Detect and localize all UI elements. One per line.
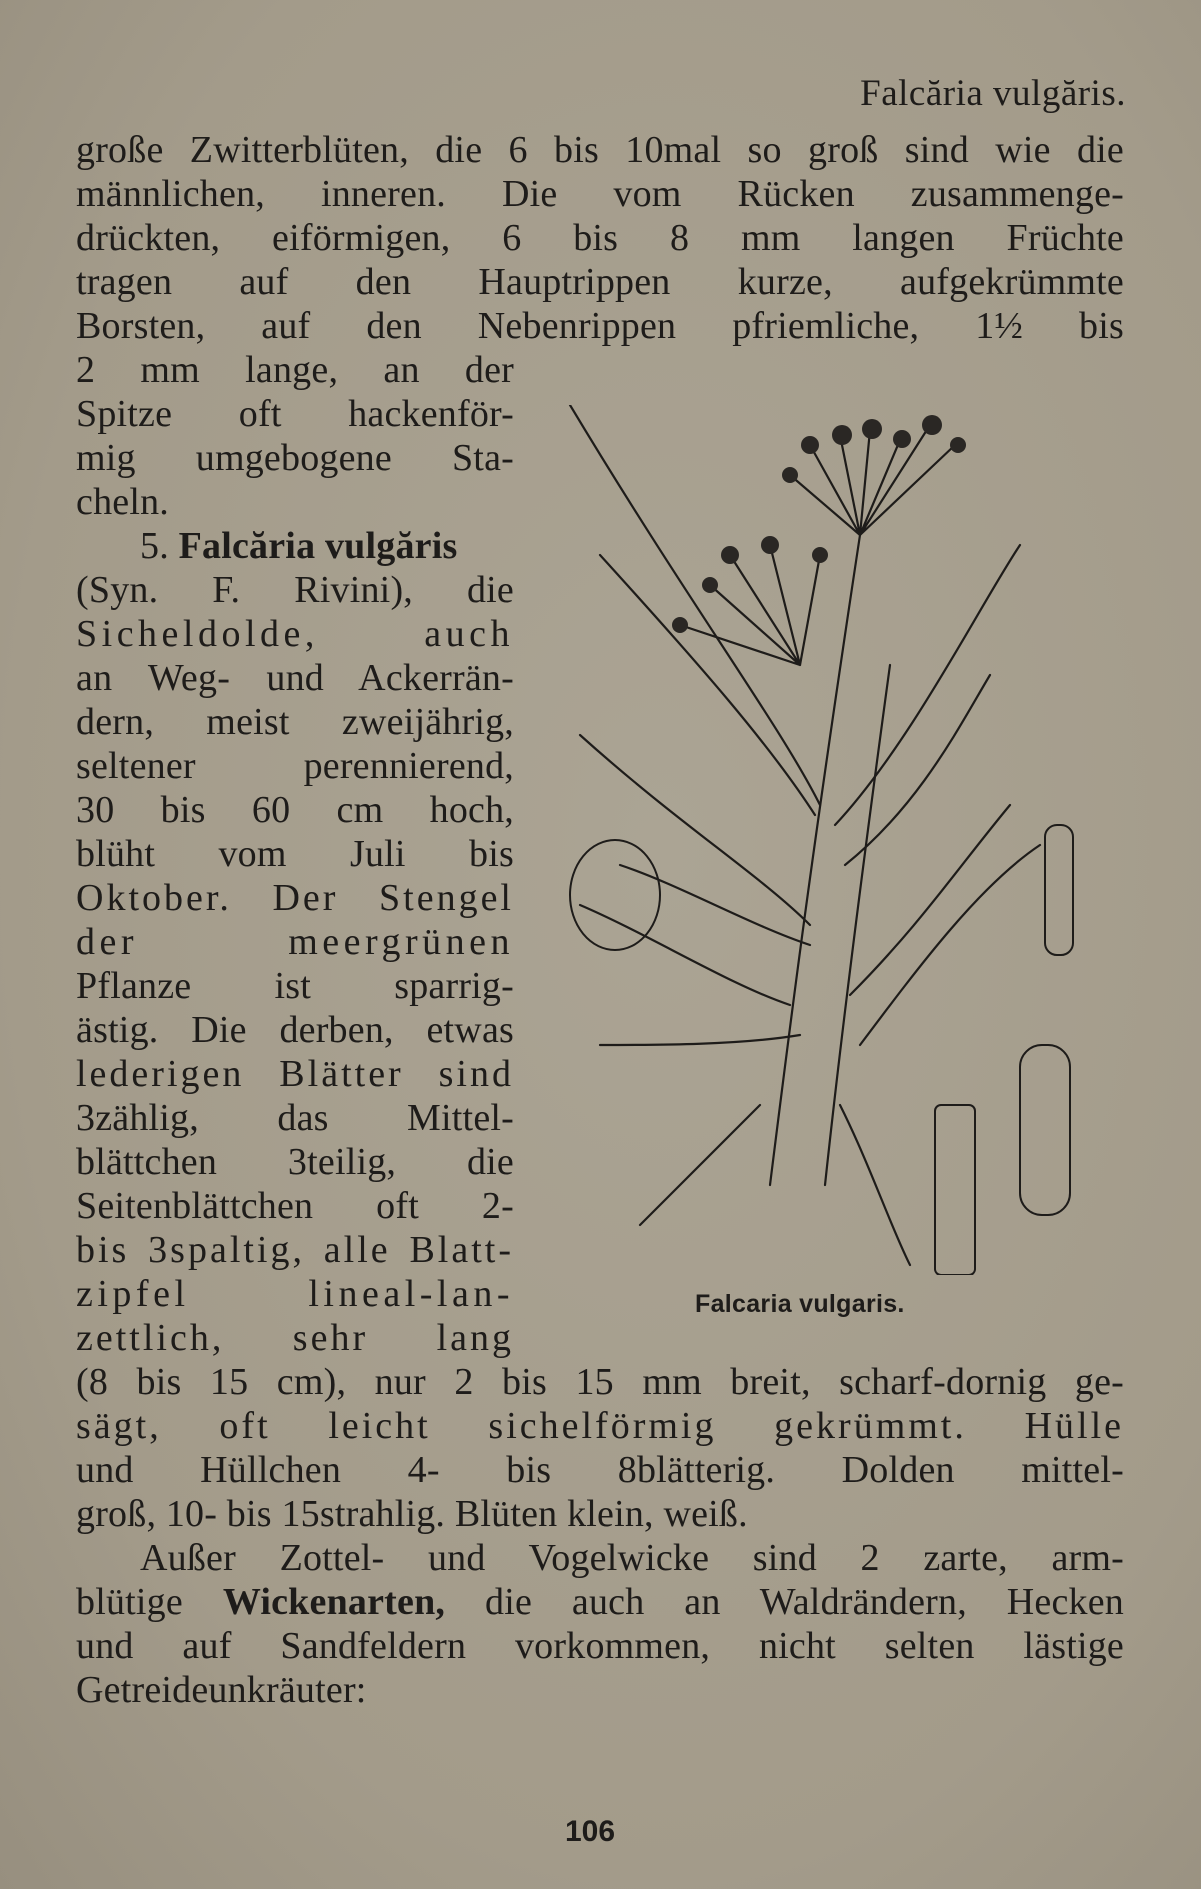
text-line: dern, meist zweijährig,	[76, 701, 514, 743]
flower-cluster	[812, 547, 828, 563]
text-line: blättchen 3teilig, die	[76, 1141, 514, 1183]
fruit-detail	[1020, 1045, 1070, 1215]
text-line: zettlich, sehr lang	[76, 1317, 514, 1359]
flower-detail	[570, 840, 660, 950]
leaf	[840, 1105, 910, 1265]
text-line: männlichen, inneren. Die vom Rücken zusammenge-	[76, 173, 1124, 215]
text-line-mixed	[76, 1580, 1124, 1624]
flower-cluster	[950, 437, 966, 453]
text-line: Getreideunkräuter:	[76, 1669, 367, 1711]
text-line: Pflanze ist sparrig-	[76, 965, 514, 1007]
text-line: lederigen Blätter sind	[76, 1053, 514, 1095]
running-head: Falcăria vulgăris.	[860, 73, 1126, 114]
fruit-detail	[935, 1105, 975, 1275]
section-number: 5.	[140, 525, 169, 567]
text-line: cheln.	[76, 481, 169, 523]
text-line: zipfel lineal-lan-	[76, 1273, 514, 1315]
flower-cluster	[862, 419, 882, 439]
leaf	[570, 405, 820, 805]
flower-cluster	[893, 430, 911, 448]
stem	[770, 535, 860, 1185]
flower-cluster	[761, 536, 779, 554]
leaf	[580, 905, 790, 1005]
section-heading	[76, 524, 514, 568]
text-line: und auf Sandfeldern vorkommen, nicht selten lästige	[76, 1625, 1124, 1667]
text-line: tragen auf den Hauptrippen kurze, aufgekrümmte	[76, 261, 1124, 303]
text-line: ästig. Die derben, etwas	[76, 1009, 514, 1051]
text-line: Borsten, auf den Nebenrippen pfriemliche, 1½ bis	[76, 305, 1124, 347]
flower-cluster	[922, 415, 942, 435]
text-line: (8 bis 15 cm), nur 2 bis 15 mm breit, scharf-dornig ge-	[76, 1361, 1124, 1403]
species-name: Falcăria vulgăris	[178, 525, 458, 567]
text-run: blütige	[76, 1581, 183, 1623]
text-line: Sicheldolde, auch	[76, 613, 514, 655]
text-line: Oktober. Der Stengel	[76, 877, 514, 919]
text-line: Spitze oft hackenför-	[76, 393, 514, 435]
emphasis-term: Wickenarten,	[222, 1581, 446, 1623]
text-line: (Syn. F. Rivini), die	[76, 569, 514, 611]
flower-cluster	[832, 425, 852, 445]
flower-cluster	[702, 577, 718, 593]
text-run: die auch an Waldrändern, Hecken	[485, 1581, 1125, 1623]
page-number: 106	[565, 1815, 616, 1848]
text-line: sägt, oft leicht sichelförmig gekrümmt. Hülle	[76, 1405, 1124, 1447]
flower-cluster	[672, 617, 688, 633]
text-line: bis 3spaltig, alle Blatt-	[76, 1229, 514, 1271]
text-line: blüht vom Juli bis	[76, 833, 514, 875]
leaf	[835, 545, 1020, 825]
figure-caption: Falcaria vulgaris.	[695, 1290, 905, 1318]
text-line: 2 mm lange, an der	[76, 349, 514, 391]
text-line: Außer Zottel- und Vogelwicke sind 2 zarte, arm-	[140, 1537, 1124, 1579]
leaf	[860, 845, 1040, 1045]
text-line: und Hüllchen 4- bis 8blätterig. Dolden mittel-	[76, 1449, 1124, 1491]
text-line: drückten, eiförmigen, 6 bis 8 mm langen Früchte	[76, 217, 1124, 259]
stem	[825, 665, 890, 1185]
falcaria-illustration	[560, 405, 1120, 1275]
fruit-detail	[1045, 825, 1073, 955]
text-line: 30 bis 60 cm hoch,	[76, 789, 514, 831]
text-line: an Weg- und Ackerrän-	[76, 657, 514, 699]
text-line: seltener perennierend,	[76, 745, 514, 787]
text-line: 3zählig, das Mittel-	[76, 1097, 514, 1139]
text-line: der meergrünen	[76, 921, 514, 963]
text-line: mig umgebogene Sta-	[76, 437, 514, 479]
flower-cluster	[801, 436, 819, 454]
leaf	[600, 1035, 800, 1045]
text-line: groß, 10- bis 15strahlig. Blüten klein, weiß.	[76, 1493, 748, 1535]
umbel-rays	[680, 545, 820, 665]
leaf	[850, 805, 1010, 995]
text-line: große Zwitterblüten, die 6 bis 10mal so groß sind wie die	[76, 129, 1124, 171]
leaf	[640, 1105, 760, 1225]
flower-cluster	[782, 467, 798, 483]
flower-cluster	[721, 546, 739, 564]
text-line: Seitenblättchen oft 2-	[76, 1185, 514, 1227]
